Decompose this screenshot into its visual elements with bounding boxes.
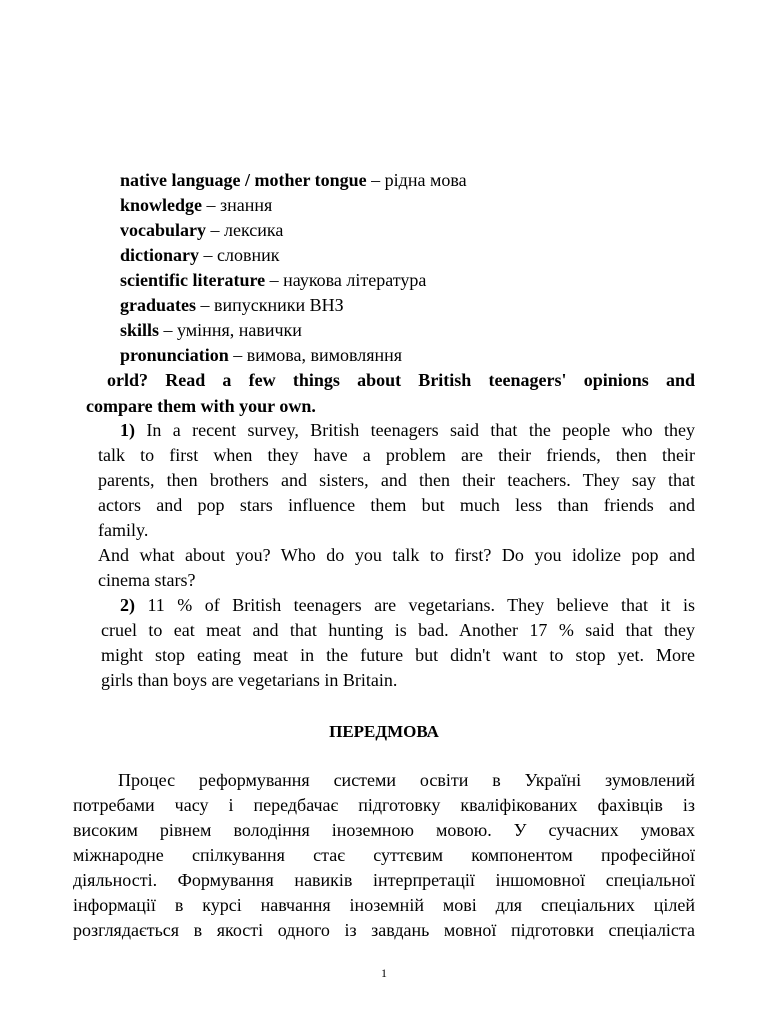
vocab-item bbox=[120, 218, 283, 243]
preface-line: потребами часу і передбачає підготовку кваліфікованих фахівців із bbox=[73, 795, 695, 815]
preface-line: розглядається в якості одного із завдань мовної підготовки спеціаліста bbox=[73, 920, 695, 940]
preface-line: високим рівнем володіння іноземною мовою. У сучасних умовах bbox=[73, 820, 695, 840]
vocab-item bbox=[120, 318, 302, 343]
item-1-line: actors and pop stars influence them but much less than friends and bbox=[98, 495, 695, 515]
vocab-term: pronunciation bbox=[120, 345, 229, 365]
vocab-translation: – уміння, навички bbox=[159, 320, 302, 340]
item-1-line: 1) In a recent survey, British teenagers said that the people who they bbox=[120, 420, 695, 440]
vocab-item bbox=[120, 268, 426, 293]
task-instruction-line: compare them with your own. bbox=[86, 396, 316, 416]
section-heading: ПЕРЕДМОВА bbox=[329, 722, 439, 741]
vocab-term: skills bbox=[120, 320, 160, 340]
vocab-translation: – вимова, вимовляння bbox=[228, 345, 403, 365]
vocab-translation: – рідна мова bbox=[366, 170, 467, 190]
page-number: 1 bbox=[381, 966, 387, 980]
preface-line: міжнародне спілкування стає суттєвим компонентом професійної bbox=[73, 845, 695, 865]
vocab-translation: – лексика bbox=[206, 220, 284, 240]
item-2-line: girls than boys are vegetarians in Britain. bbox=[101, 670, 398, 690]
vocab-term: scientific literature bbox=[120, 270, 266, 290]
vocab-translation: – випускники ВНЗ bbox=[196, 295, 344, 315]
preface-line: Процес реформування системи освіти в Україні зумовлений bbox=[118, 770, 695, 790]
item-1-line: family. bbox=[98, 520, 149, 540]
vocab-term: dictionary bbox=[120, 245, 199, 265]
vocab-translation: – знання bbox=[202, 195, 273, 215]
item-1-line: parents, then brothers and sisters, and then their teachers. They say that bbox=[98, 470, 695, 490]
vocab-term: knowledge bbox=[120, 195, 203, 215]
vocab-term: native language / mother tongue bbox=[120, 170, 367, 190]
item-number: 2) bbox=[120, 595, 135, 615]
vocab-item bbox=[120, 193, 272, 218]
item-2-line: cruel to eat meat and that hunting is bad. Another 17 % said that they bbox=[101, 620, 695, 640]
vocab-translation: – словник bbox=[199, 245, 280, 265]
preface-line: інформації в курсі навчання іноземній мові для спеціальних цілей bbox=[73, 895, 695, 915]
vocab-item bbox=[120, 343, 402, 368]
vocab-term: graduates bbox=[120, 295, 196, 315]
vocab-item bbox=[120, 293, 344, 318]
item-2-line: might stop eating meat in the future but didn't want to stop yet. More bbox=[101, 645, 695, 665]
vocab-item bbox=[120, 168, 467, 193]
vocab-translation: – наукова література bbox=[265, 270, 427, 290]
item-1-question: cinema stars? bbox=[98, 570, 196, 590]
preface-line: діяльності. Формування навиків інтерпретації іншомовної спеціальної bbox=[73, 870, 695, 890]
item-number: 1) bbox=[120, 420, 135, 440]
task-instruction-line: orld? Read a few things about British teenagers' opinions and bbox=[107, 370, 695, 390]
vocab-term: vocabulary bbox=[120, 220, 207, 240]
item-2-line: 2) 11 % of British teenagers are vegetarians. They believe that it is bbox=[120, 595, 695, 615]
item-1-line: talk to first when they have a problem are their friends, then their bbox=[98, 445, 695, 465]
item-1-question: And what about you? Who do you talk to first? Do you idolize pop and bbox=[98, 545, 695, 565]
vocab-item bbox=[120, 243, 279, 268]
